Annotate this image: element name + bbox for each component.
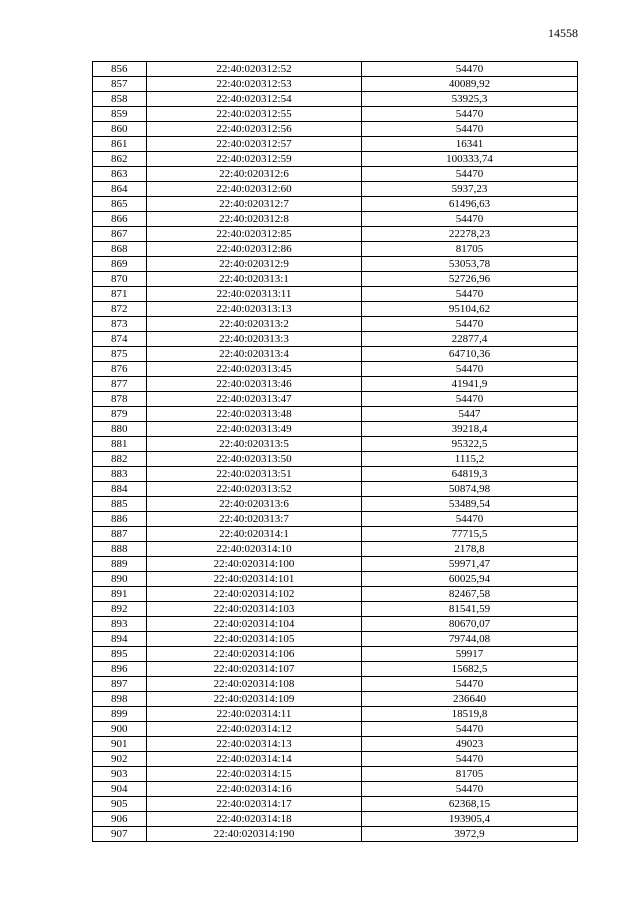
cadastral-value-cell: 53053,78: [362, 257, 578, 272]
table-row: [93, 602, 578, 617]
cadastral-value-cell: 77715,5: [362, 527, 578, 542]
cadastral-number-cell: 22:40:020312:6: [147, 167, 362, 182]
cadastral-number-cell: 22:40:020313:7: [147, 512, 362, 527]
row-number-cell: 861: [93, 137, 147, 152]
cadastral-value-cell: 49023: [362, 737, 578, 752]
cadastral-value-cell: 2178,8: [362, 542, 578, 557]
cadastral-value-cell: 236640: [362, 692, 578, 707]
row-number-cell: 895: [93, 647, 147, 662]
cadastral-number-cell: 22:40:020314:105: [147, 632, 362, 647]
table-row: [93, 317, 578, 332]
cadastral-value-cell: 50874,98: [362, 482, 578, 497]
table-row: [93, 227, 578, 242]
table-row: [93, 497, 578, 512]
table-row: [93, 782, 578, 797]
table-row: [93, 647, 578, 662]
cadastral-number-cell: 22:40:020314:16: [147, 782, 362, 797]
table-row: [93, 527, 578, 542]
cadastral-number-cell: 22:40:020314:18: [147, 812, 362, 827]
cadastral-value-cell: 54470: [362, 62, 578, 77]
cadastral-value-cell: 18519,8: [362, 707, 578, 722]
table-row: [93, 107, 578, 122]
cadastral-value-cell: 54470: [362, 317, 578, 332]
table-row: [93, 662, 578, 677]
table-row: [93, 482, 578, 497]
row-number-cell: 870: [93, 272, 147, 287]
table-row: [93, 692, 578, 707]
cadastral-value-cell: 82467,58: [362, 587, 578, 602]
cadastral-value-cell: 39218,4: [362, 422, 578, 437]
cadastral-number-cell: 22:40:020313:50: [147, 452, 362, 467]
cadastral-number-cell: 22:40:020313:2: [147, 317, 362, 332]
cadastral-number-cell: 22:40:020312:52: [147, 62, 362, 77]
cadastral-value-cell: 54470: [362, 122, 578, 137]
table-row: [93, 287, 578, 302]
table-row: [93, 167, 578, 182]
cadastral-number-cell: 22:40:020313:45: [147, 362, 362, 377]
row-number-cell: 871: [93, 287, 147, 302]
row-number-cell: 885: [93, 497, 147, 512]
row-number-cell: 896: [93, 662, 147, 677]
cadastral-number-cell: 22:40:020313:1: [147, 272, 362, 287]
table-row: [93, 737, 578, 752]
cadastral-value-cell: 54470: [362, 212, 578, 227]
row-number-cell: 878: [93, 392, 147, 407]
cadastral-value-cell: 15682,5: [362, 662, 578, 677]
row-number-cell: 875: [93, 347, 147, 362]
table-row: [93, 587, 578, 602]
table-row: [93, 542, 578, 557]
cadastral-number-cell: 22:40:020313:51: [147, 467, 362, 482]
cadastral-number-cell: 22:40:020314:104: [147, 617, 362, 632]
cadastral-number-cell: 22:40:020314:14: [147, 752, 362, 767]
table-row: [93, 767, 578, 782]
cadastral-number-cell: 22:40:020313:13: [147, 302, 362, 317]
cadastral-value-cell: 60025,94: [362, 572, 578, 587]
row-number-cell: 869: [93, 257, 147, 272]
cadastral-value-cell: 81541,59: [362, 602, 578, 617]
table-row: [93, 152, 578, 167]
cadastral-value-cell: 95104,62: [362, 302, 578, 317]
cadastral-value-cell: 64710,36: [362, 347, 578, 362]
cadastral-value-cell: 54470: [362, 107, 578, 122]
row-number-cell: 884: [93, 482, 147, 497]
row-number-cell: 860: [93, 122, 147, 137]
cadastral-value-cell: 54470: [362, 782, 578, 797]
table-row: [93, 557, 578, 572]
row-number-cell: 883: [93, 467, 147, 482]
table-row: [93, 572, 578, 587]
cadastral-value-cell: 81705: [362, 767, 578, 782]
table-row: [93, 332, 578, 347]
table-row: [93, 752, 578, 767]
table-row: [93, 77, 578, 92]
row-number-cell: 894: [93, 632, 147, 647]
row-number-cell: 868: [93, 242, 147, 257]
row-number-cell: 907: [93, 827, 147, 842]
cadastral-value-cell: 54470: [362, 677, 578, 692]
cadastral-value-cell: 193905,4: [362, 812, 578, 827]
table-body: [93, 62, 578, 842]
table-row: [93, 242, 578, 257]
cadastral-value-cell: 79744,08: [362, 632, 578, 647]
row-number-cell: 873: [93, 317, 147, 332]
row-number-cell: 879: [93, 407, 147, 422]
cadastral-value-cell: 59971,47: [362, 557, 578, 572]
cadastral-number-cell: 22:40:020313:4: [147, 347, 362, 362]
cadastral-value-cell: 5937,23: [362, 182, 578, 197]
row-number-cell: 862: [93, 152, 147, 167]
table-row: [93, 632, 578, 647]
table-row: [93, 347, 578, 362]
cadastral-number-cell: 22:40:020314:107: [147, 662, 362, 677]
table-row: [93, 722, 578, 737]
row-number-cell: 864: [93, 182, 147, 197]
row-number-cell: 905: [93, 797, 147, 812]
cadastral-value-cell: 22877,4: [362, 332, 578, 347]
cadastral-number-cell: 22:40:020313:3: [147, 332, 362, 347]
cadastral-value-cell: 5447: [362, 407, 578, 422]
row-number-cell: 900: [93, 722, 147, 737]
cadastral-number-cell: 22:40:020313:46: [147, 377, 362, 392]
cadastral-value-cell: 1115,2: [362, 452, 578, 467]
cadastral-number-cell: 22:40:020312:55: [147, 107, 362, 122]
cadastral-number-cell: 22:40:020312:53: [147, 77, 362, 92]
cadastral-number-cell: 22:40:020314:101: [147, 572, 362, 587]
row-number-cell: 880: [93, 422, 147, 437]
cadastral-number-cell: 22:40:020312:57: [147, 137, 362, 152]
cadastral-number-cell: 22:40:020313:5: [147, 437, 362, 452]
cadastral-number-cell: 22:40:020314:109: [147, 692, 362, 707]
table-row: [93, 437, 578, 452]
cadastral-number-cell: 22:40:020312:60: [147, 182, 362, 197]
row-number-cell: 882: [93, 452, 147, 467]
cadastral-number-cell: 22:40:020312:54: [147, 92, 362, 107]
page-number: 14558: [548, 26, 578, 40]
row-number-cell: 877: [93, 377, 147, 392]
row-number-cell: 897: [93, 677, 147, 692]
cadastral-number-cell: 22:40:020313:6: [147, 497, 362, 512]
row-number-cell: 881: [93, 437, 147, 452]
table-row: [93, 512, 578, 527]
table-row: [93, 137, 578, 152]
cadastral-number-cell: 22:40:020314:103: [147, 602, 362, 617]
table-row: [93, 362, 578, 377]
table-row: [93, 302, 578, 317]
table-row: [93, 812, 578, 827]
cadastral-value-cell: 54470: [362, 362, 578, 377]
cadastral-number-cell: 22:40:020314:100: [147, 557, 362, 572]
row-number-cell: 891: [93, 587, 147, 602]
cadastral-value-cell: 22278,23: [362, 227, 578, 242]
table-row: [93, 197, 578, 212]
row-number-cell: 874: [93, 332, 147, 347]
row-number-cell: 866: [93, 212, 147, 227]
table-row: [93, 452, 578, 467]
cadastral-number-cell: 22:40:020313:52: [147, 482, 362, 497]
row-number-cell: 865: [93, 197, 147, 212]
cadastral-value-cell: 53489,54: [362, 497, 578, 512]
cadastral-number-cell: 22:40:020314:190: [147, 827, 362, 842]
table-row: [93, 422, 578, 437]
table-row: [93, 212, 578, 227]
row-number-cell: 903: [93, 767, 147, 782]
table-row: [93, 827, 578, 842]
row-number-cell: 876: [93, 362, 147, 377]
row-number-cell: 904: [93, 782, 147, 797]
cadastral-number-cell: 22:40:020314:1: [147, 527, 362, 542]
table-row: [93, 182, 578, 197]
cadastral-value-cell: 54470: [362, 392, 578, 407]
cadastral-number-cell: 22:40:020312:86: [147, 242, 362, 257]
table-row: [93, 467, 578, 482]
cadastral-number-cell: 22:40:020314:13: [147, 737, 362, 752]
table-row: [93, 617, 578, 632]
cadastral-number-cell: 22:40:020313:11: [147, 287, 362, 302]
row-number-cell: 886: [93, 512, 147, 527]
row-number-cell: 867: [93, 227, 147, 242]
cadastral-number-cell: 22:40:020312:56: [147, 122, 362, 137]
row-number-cell: 893: [93, 617, 147, 632]
cadastral-value-cell: 54470: [362, 722, 578, 737]
cadastral-number-cell: 22:40:020314:106: [147, 647, 362, 662]
row-number-cell: 856: [93, 62, 147, 77]
cadastral-number-cell: 22:40:020312:9: [147, 257, 362, 272]
table-row: [93, 677, 578, 692]
cadastral-value-cell: 62368,15: [362, 797, 578, 812]
cadastral-value-cell: 3972,9: [362, 827, 578, 842]
cadastral-value-cell: 61496,63: [362, 197, 578, 212]
cadastral-value-cell: 52726,96: [362, 272, 578, 287]
cadastral-value-cell: 40089,92: [362, 77, 578, 92]
row-number-cell: 887: [93, 527, 147, 542]
row-number-cell: 898: [93, 692, 147, 707]
cadastral-number-cell: 22:40:020312:85: [147, 227, 362, 242]
row-number-cell: 899: [93, 707, 147, 722]
row-number-cell: 902: [93, 752, 147, 767]
cadastral-number-cell: 22:40:020314:11: [147, 707, 362, 722]
row-number-cell: 859: [93, 107, 147, 122]
row-number-cell: 858: [93, 92, 147, 107]
row-number-cell: 889: [93, 557, 147, 572]
cadastral-value-cell: 95322,5: [362, 437, 578, 452]
row-number-cell: 888: [93, 542, 147, 557]
table-row: [93, 797, 578, 812]
table-row: [93, 377, 578, 392]
row-number-cell: 863: [93, 167, 147, 182]
cadastral-number-cell: 22:40:020314:15: [147, 767, 362, 782]
table-row: [93, 92, 578, 107]
cadastral-number-cell: 22:40:020314:10: [147, 542, 362, 557]
cadastral-value-cell: 41941,9: [362, 377, 578, 392]
cadastral-value-cell: 64819,3: [362, 467, 578, 482]
cadastral-number-cell: 22:40:020313:47: [147, 392, 362, 407]
row-number-cell: 857: [93, 77, 147, 92]
table-row: [93, 707, 578, 722]
table-row: [93, 407, 578, 422]
cadastral-value-table: [92, 61, 578, 842]
cadastral-value-cell: 59917: [362, 647, 578, 662]
cadastral-number-cell: 22:40:020313:48: [147, 407, 362, 422]
table-row: [93, 62, 578, 77]
cadastral-value-cell: 80670,07: [362, 617, 578, 632]
cadastral-number-cell: 22:40:020314:102: [147, 587, 362, 602]
cadastral-value-cell: 54470: [362, 512, 578, 527]
table-row: [93, 257, 578, 272]
cadastral-value-cell: 16341: [362, 137, 578, 152]
table-row: [93, 392, 578, 407]
cadastral-number-cell: 22:40:020314:17: [147, 797, 362, 812]
row-number-cell: 872: [93, 302, 147, 317]
cadastral-value-cell: 54470: [362, 752, 578, 767]
cadastral-value-cell: 54470: [362, 167, 578, 182]
cadastral-number-cell: 22:40:020312:7: [147, 197, 362, 212]
cadastral-value-cell: 81705: [362, 242, 578, 257]
cadastral-value-cell: 100333,74: [362, 152, 578, 167]
row-number-cell: 890: [93, 572, 147, 587]
table-row: [93, 122, 578, 137]
cadastral-number-cell: 22:40:020312:59: [147, 152, 362, 167]
table-row: [93, 272, 578, 287]
cadastral-number-cell: 22:40:020314:12: [147, 722, 362, 737]
cadastral-number-cell: 22:40:020313:49: [147, 422, 362, 437]
cadastral-number-cell: 22:40:020312:8: [147, 212, 362, 227]
row-number-cell: 901: [93, 737, 147, 752]
cadastral-number-cell: 22:40:020314:108: [147, 677, 362, 692]
cadastral-value-cell: 53925,3: [362, 92, 578, 107]
cadastral-value-cell: 54470: [362, 287, 578, 302]
row-number-cell: 892: [93, 602, 147, 617]
row-number-cell: 906: [93, 812, 147, 827]
